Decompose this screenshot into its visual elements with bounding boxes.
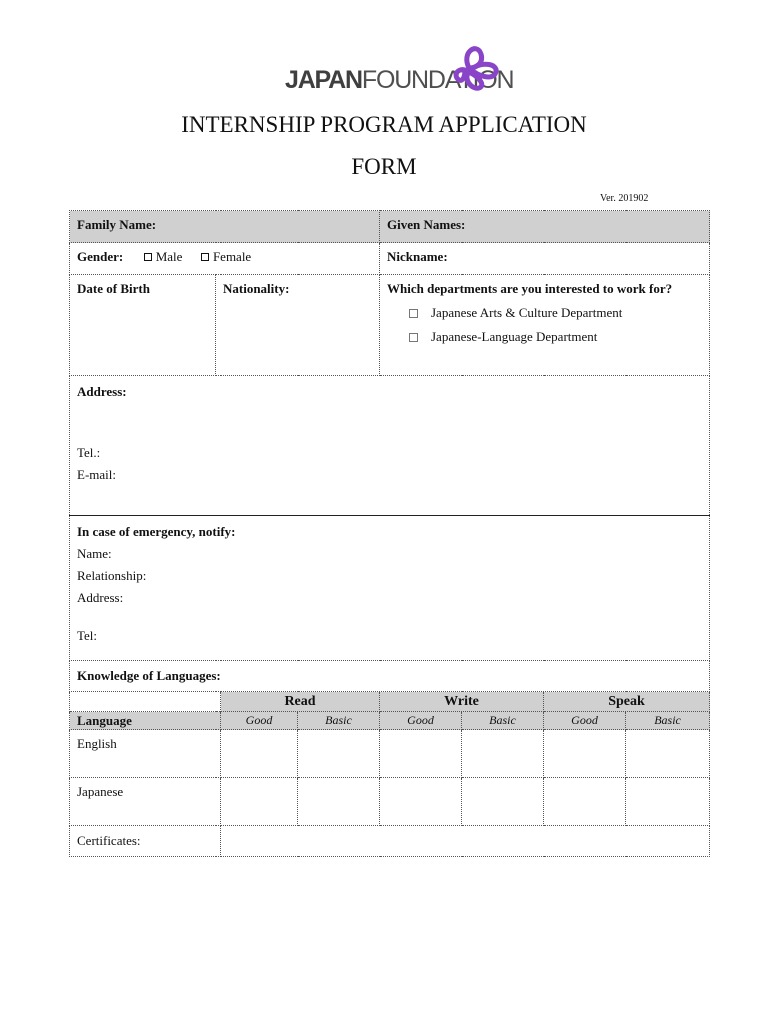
certificates-field[interactable]	[221, 826, 710, 857]
emergency-tel-label: Tel:	[77, 628, 98, 643]
dob-row	[70, 275, 710, 376]
family-name-label: Family Name:	[77, 217, 157, 232]
japanese-write-basic-cell[interactable]	[462, 778, 544, 826]
japan-foundation-logo	[283, 42, 514, 98]
japanese-write-good-cell[interactable]	[380, 778, 462, 826]
language-row-japanese	[70, 778, 710, 826]
japanese-read-good-cell[interactable]	[221, 778, 298, 826]
emergency-heading: In case of emergency, notify:	[77, 524, 236, 539]
japanese-speak-basic-cell[interactable]	[626, 778, 710, 826]
english-read-basic-cell[interactable]	[298, 730, 380, 778]
male-label: Male	[155, 249, 183, 264]
family-name-field[interactable]	[70, 211, 380, 243]
levels-header-row	[70, 712, 710, 730]
version-label: Ver. 201902	[600, 193, 649, 204]
butterfly-icon	[451, 42, 503, 96]
nationality-field[interactable]	[216, 275, 380, 376]
english-write-basic-cell[interactable]	[462, 730, 544, 778]
dob-field[interactable]	[70, 275, 216, 376]
emergency-address-label: Address:	[77, 590, 124, 605]
english-read-good-cell[interactable]	[221, 730, 298, 778]
languages-heading: Knowledge of Languages:	[77, 668, 221, 683]
write-basic-header: Basic	[462, 712, 544, 730]
english-speak-good-cell[interactable]	[544, 730, 626, 778]
nickname-label: Nickname:	[387, 249, 448, 264]
address-field[interactable]	[70, 376, 710, 516]
emergency-name-label: Name:	[77, 546, 112, 561]
dept-japanese-language: Japanese-Language Department	[431, 329, 598, 344]
name-row	[70, 211, 710, 243]
english-speak-basic-cell[interactable]	[626, 730, 710, 778]
read-good-header: Good	[221, 712, 298, 730]
departments-question: Which departments are you interested to work for?	[387, 281, 673, 296]
dept-arts-culture: Japanese Arts & Culture Department	[431, 305, 623, 320]
gender-field	[70, 243, 380, 275]
female-label: Female	[212, 249, 252, 264]
gender-row	[70, 243, 710, 275]
application-form-table	[69, 210, 710, 857]
emergency-field[interactable]	[70, 516, 710, 661]
address-label: Address:	[77, 384, 127, 399]
language-english-label: English	[70, 730, 221, 778]
form-title-line2: FORM	[351, 154, 417, 179]
dept-checkbox-language[interactable]	[409, 333, 418, 342]
dept-checkbox-arts[interactable]	[409, 309, 418, 318]
gender-label: Gender:	[77, 249, 124, 264]
logo-text-regular: FOUNDATION	[361, 66, 514, 94]
logo-text-bold: JAPAN	[285, 66, 362, 94]
dob-label: Date of Birth	[77, 281, 150, 296]
read-basic-header: Basic	[298, 712, 380, 730]
language-japanese-label: Japanese	[70, 778, 221, 826]
language-row-english	[70, 730, 710, 778]
address-row	[70, 376, 710, 516]
nationality-label: Nationality:	[223, 281, 290, 296]
japanese-speak-good-cell[interactable]	[544, 778, 626, 826]
certificates-label: Certificates:	[70, 826, 221, 857]
write-good-header: Good	[380, 712, 462, 730]
certificates-row	[70, 826, 710, 857]
email-label: E-mail:	[77, 467, 116, 482]
skill-speak-header: Speak	[544, 692, 710, 712]
japanese-read-basic-cell[interactable]	[298, 778, 380, 826]
given-names-label: Given Names:	[387, 217, 466, 232]
skill-write-header: Write	[380, 692, 544, 712]
female-checkbox[interactable]	[201, 253, 209, 261]
english-write-good-cell[interactable]	[380, 730, 462, 778]
skills-header-row	[70, 692, 710, 712]
male-checkbox[interactable]	[144, 253, 152, 261]
tel-label: Tel.:	[77, 445, 101, 460]
skill-read-header: Read	[221, 692, 380, 712]
speak-good-header: Good	[544, 712, 626, 730]
nickname-field[interactable]	[380, 243, 710, 275]
skills-header-blank	[70, 692, 221, 712]
emergency-row	[70, 516, 710, 661]
languages-heading-row	[70, 661, 710, 692]
speak-basic-header: Basic	[626, 712, 710, 730]
departments-field	[380, 275, 710, 376]
form-title-line1: INTERNSHIP PROGRAM APPLICATION	[181, 112, 587, 137]
emergency-relationship-label: Relationship:	[77, 568, 147, 583]
given-names-field[interactable]	[380, 211, 710, 243]
language-header: Language	[70, 712, 221, 730]
